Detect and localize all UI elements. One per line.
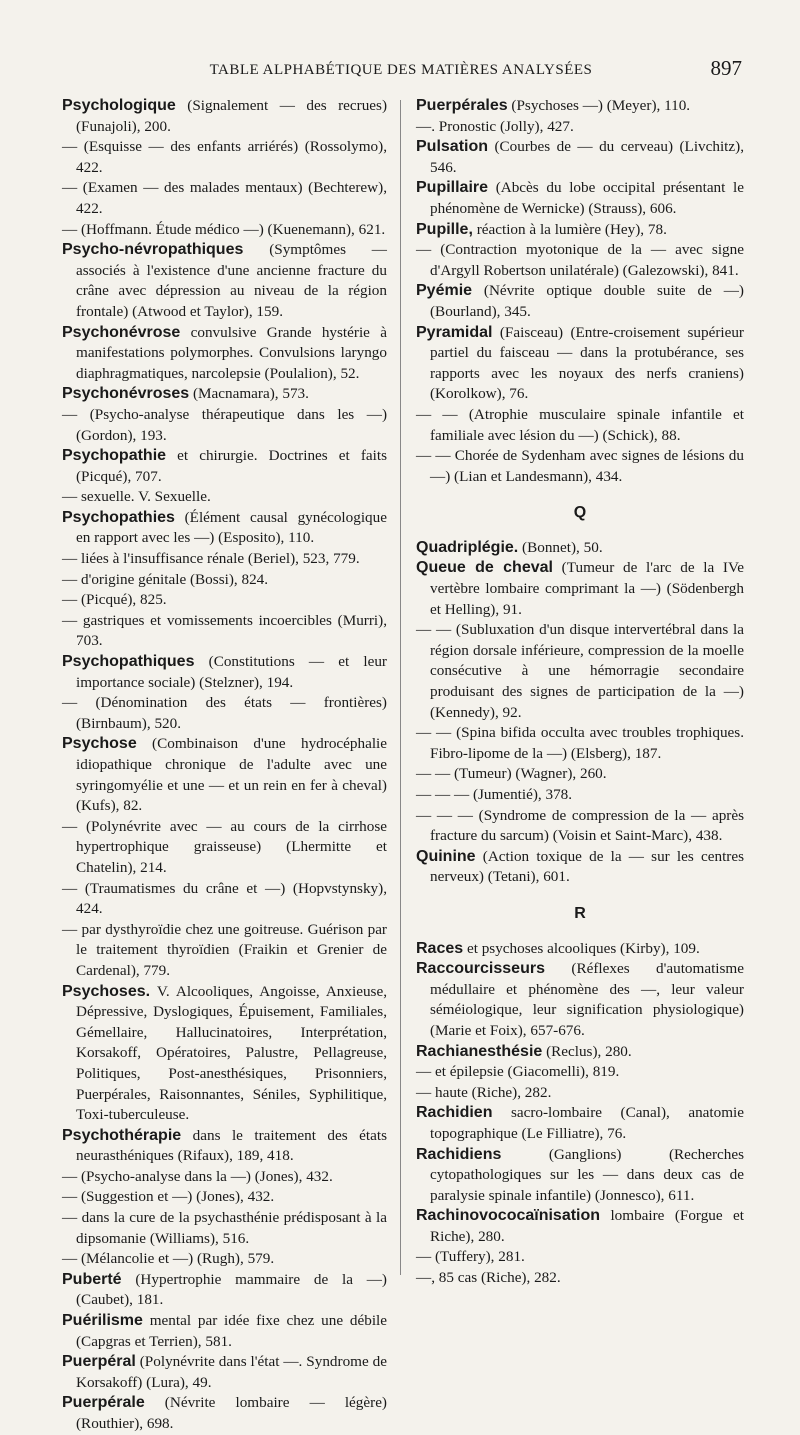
entry-text: convulsive Grande hystérie à manifestations polymorphes. Convulsions laryngo diaphragmatiques, narcolepsie (Poulalion), 52. [76, 323, 387, 382]
left-column [62, 96, 387, 1435]
entries-p [416, 96, 744, 487]
entry-text: (Tumeur de l'arc de la IVe vertèbre lombaire comprimant la —) (Södenbergh et Helling), 91. [430, 559, 744, 618]
entry-headword: Puerpérales [416, 97, 508, 114]
index-entry [62, 1270, 387, 1311]
entry-text: — (Dénomination des états — frontières) (Birnbaum), 520. [62, 694, 387, 732]
entry-headword: Psychopathie [62, 447, 167, 465]
entry-text: réaction à la lumière (Hey), 78. [472, 220, 667, 238]
entry-text: — (Traumatismes du crâne et —) (Hopvstynsky), 424. [62, 879, 387, 918]
index-entry [416, 1042, 744, 1063]
entry-text: — dans la cure de la psychasthénie prédisposant à la dipsomanie (Williams), 516. [62, 1209, 387, 1247]
section-letter-q: Q [573, 504, 587, 522]
entry-headword: Rachidiens [416, 1145, 502, 1163]
index-entry [62, 734, 387, 816]
entry-text: —, 85 cas (Riche), 282. [416, 1269, 561, 1287]
entry-text: (Élément causal gynécologique en rapport avec les —) (Esposito), 110. [76, 508, 387, 547]
entry-text: — (Psycho-analyse dans la —) (Jones), 432. [62, 1167, 333, 1185]
entry-text: (Ganglions) (Recherches cytopathologiques sur les — dans deux cas de paralysie spinale infantile) (Jonnesco), 611. [430, 1145, 744, 1204]
entry-text: — (Polynévrite avec — au cours de la cirrhose hypertrophique graisseuse) (Lhermitte et Chatelin), 214. [62, 817, 387, 876]
index-entry [416, 405, 744, 446]
entry-text: — (Mélancolie et —) (Rugh), 579. [62, 1250, 275, 1268]
entry-headword: Rachianesthésie [416, 1042, 543, 1060]
entry-text: — (Esquisse — des enfants arriérés) (Rossolymo), 422. [62, 138, 387, 176]
entry-text: — — (Atrophie musculaire spinale infantile et familiale avec lésion du —) (Schick), 88. [416, 405, 744, 444]
entry-text: lombaire (Forgue et Riche), 280. [430, 1207, 744, 1245]
entry-text: dans le traitement des états neurasthéniques (Rifaux), 189, 418. [76, 1126, 387, 1165]
entry-text: et chirurgie. Doctrines et faits (Picqué), 707. [76, 447, 387, 485]
index-entry [416, 1247, 744, 1268]
entry-headword: Psychose [62, 735, 137, 753]
index-entry [416, 806, 744, 847]
entry-headword: Rachinovococaïnisation [416, 1207, 601, 1225]
index-entry [416, 764, 744, 785]
index-entry [62, 982, 387, 1126]
entry-text: — et épilepsie (Giacomelli), 819. [416, 1063, 620, 1081]
page-header [60, 56, 742, 86]
index-entry [62, 508, 387, 549]
page-number: 897 [710, 56, 742, 80]
entry-text: — gastriques et vomissements incoercibles (Murri), 703. [62, 611, 387, 650]
index-entry [62, 220, 387, 241]
entry-text: —. Pronostic (Jolly), 427. [416, 117, 574, 135]
entry-headword: Raccourcisseurs [416, 960, 545, 978]
entry-text: (Action toxique de la — sur les centres nerveux) (Tetani), 601. [430, 847, 744, 886]
index-entry [62, 1393, 387, 1434]
index-entry [416, 723, 744, 764]
index-entry [62, 652, 387, 693]
entry-text: (Névrite lombaire — légère) (Routhier), 698. [76, 1394, 387, 1432]
entry-headword: Psychopathiques [62, 653, 195, 671]
index-entry [62, 1352, 387, 1393]
index-entry [416, 939, 744, 960]
section-letter-r: R [574, 904, 586, 922]
entry-text: — (Examen — des malades mentaux) (Bechterew), 422. [62, 179, 387, 217]
entry-headword: Pyramidal [416, 323, 493, 341]
index-entry [416, 785, 744, 806]
index-entry [62, 323, 387, 385]
entry-text: (Polynévrite dans l'état —. Syndrome de Korsakoff) (Lura), 49. [76, 1353, 387, 1391]
index-entry [62, 384, 387, 405]
index-entry [416, 1268, 744, 1289]
entry-text: — sexuelle. V. Sexuelle. [62, 488, 211, 506]
entry-text: (Macnamara), 573. [189, 385, 309, 403]
entry-headword: Psychoses. [62, 982, 151, 1000]
entry-text: — (Psycho-analyse thérapeutique dans les —) (Gordon), 193. [62, 405, 387, 444]
index-entry [62, 178, 387, 219]
index-entry [416, 1206, 744, 1247]
index-entry [416, 538, 744, 559]
entry-text: — — — (Jumentié), 378. [416, 786, 573, 803]
entry-text: — par dysthyroïdie chez une goitreuse. Guérison par le traitement thyroïdien (Fraikin et Grenier de Cardenal), 779. [62, 920, 387, 979]
index-entry [62, 240, 387, 322]
entry-text: — (Picqué), 825. [62, 591, 167, 609]
index-entry [416, 1083, 744, 1104]
index-entry [62, 1249, 387, 1270]
entry-text: sacro-lombaire (Canal), anatomie topographique (Le Filliatre), 76. [430, 1104, 744, 1142]
entry-text: (Abcès du lobe occipital présentant le phénomène de Wernicke) (Strauss), 606. [430, 179, 744, 217]
entry-text: — (Hoffmann. Étude médico —) (Kuenemann), 621. [62, 220, 386, 238]
index-entry [416, 137, 744, 178]
entries-r [416, 939, 744, 1289]
entry-text: — — Chorée de Sydenham avec signes de lésions du —) (Lian et Landesmann), 434. [416, 447, 744, 485]
index-entry [416, 959, 744, 1041]
index-entry [62, 817, 387, 879]
entry-text: (Névrite optique double suite de —) (Bourland), 345. [430, 282, 744, 320]
entries-q [416, 538, 744, 888]
index-entry [416, 220, 744, 241]
entry-text: et psychoses alcooliques (Kirby), 109. [463, 939, 700, 957]
entry-text: (Faisceau) (Entre-croisement supérieur partiel du faisceau — dans la protubérance, ses rapports avec les noyaux des nerfs craniens) (Korolkow), 76. [430, 323, 744, 403]
index-entry [416, 117, 744, 138]
index-entry [416, 446, 744, 487]
entry-text: — haute (Riche), 282. [416, 1083, 552, 1101]
index-entry [416, 96, 744, 117]
entry-headword: Pyémie [416, 282, 473, 300]
entry-text: (Symptômes — associés à l'existence d'une ancienne fracture du crâne avec dépression au niveau de la région frontale) (Atwood et Taylor), 159. [76, 241, 387, 320]
index-entry [416, 558, 744, 620]
index-entry [62, 693, 387, 734]
entry-headword: Puerpérale [62, 1394, 145, 1412]
entry-text: — (Suggestion et —) (Jones), 432. [62, 1188, 275, 1206]
entry-headword: Puberté [62, 1270, 122, 1288]
entry-text: — — (Subluxation d'un disque intervertébral dans la région dorsale inférieure, compression de la moelle consécutive à une hémorragie secondaire produisant des signes de participation de la —) (Kennedy), 92. [416, 621, 744, 721]
entry-headword: Psychopathies [62, 508, 175, 526]
index-entry [416, 847, 744, 888]
entry-text: (Reclus), 280. [542, 1042, 632, 1060]
index-entry [62, 879, 387, 920]
entry-text: — — — (Syndrome de compression de la — après fracture du sarcum) (Voisin et Saint-Marc), 438. [416, 806, 744, 845]
entry-text: (Signalement — des recrues) (Funajoli), 200. [76, 97, 387, 135]
index-entry [416, 1103, 744, 1144]
entry-text: — — (Spina bifida occulta avec troubles trophiques. Fibro-lipome de la —) (Elsberg), 187. [416, 724, 744, 762]
entry-headword: Psychonévrose [62, 323, 181, 341]
entry-headword: Psychothérapie [62, 1126, 182, 1144]
index-entry [62, 920, 387, 982]
running-head: TABLE ALPHABÉTIQUE DES MATIÈRES ANALYSÉES [209, 62, 593, 78]
entry-headword: Pupillaire [416, 179, 489, 197]
entry-headword: Quadriplégie. [416, 538, 519, 556]
entry-headword: Pulsation [416, 138, 489, 156]
entry-text: (Combinaison d'une hydrocéphalie idiopathique chronique de l'adulte avec une syringomyélie et une — et un rein en fer à cheval) (Kufs), 82. [76, 735, 387, 815]
column-divider [400, 100, 401, 1275]
index-entry [416, 281, 744, 322]
index-entry [62, 446, 387, 487]
entry-headword: Pupille, [416, 220, 473, 238]
entry-text: (Réflexes d'automatisme médullaire et phénomène des —, leur valeur séméiologique, leur signification physiologique) (Marie et Foix), 657-676. [430, 960, 744, 1039]
entry-text: mental par idée fixe chez une débile (Capgras et Terrien), 581. [76, 1312, 387, 1350]
index-entry [62, 570, 387, 591]
index-entry [62, 487, 387, 508]
entry-text: — (Contraction myotonique de la — avec signe d'Argyll Robertson unilatérale) (Galezowski), 841. [416, 241, 744, 279]
index-entry [62, 1311, 387, 1352]
index-entry [62, 1167, 387, 1188]
entry-headword: Races [416, 939, 464, 957]
entry-headword: Psychologique [62, 97, 176, 114]
index-entry [62, 1126, 387, 1167]
entry-text: (Bonnet), 50. [518, 538, 603, 556]
entry-text: (Hypertrophie mammaire de la —) (Caubet), 181. [76, 1270, 387, 1309]
entry-text: (Psychoses —) (Meyer), 110. [507, 97, 691, 114]
entry-text: — (Tuffery), 281. [416, 1248, 525, 1266]
index-entry [62, 137, 387, 178]
entry-headword: Quinine [416, 847, 476, 865]
entry-headword: Psychonévroses [62, 385, 190, 403]
index-entry [416, 178, 744, 219]
index-entry [416, 240, 744, 281]
right-column [416, 96, 744, 1289]
index-entry [62, 96, 387, 137]
entry-headword: Puérilisme [62, 1312, 143, 1330]
entry-text: — liées à l'insuffisance rénale (Beriel), 523, 779. [62, 550, 360, 568]
entry-text: V. Alcooliques, Angoisse, Anxieuse, Dépressive, Dyslogiques, Épuisement, Familiales, Gémellaire, Hallucinatoires, Interprétation, Korsakoff, Opératoires, Palustre, Pellagreuse, Politiques, Post-anesthésiques, Prisonniers, Puerpérales, Raisonnantes, Séniles, Syphilitique, Toxi-tuberculeuse. [76, 982, 387, 1124]
entry-headword: Puerpéral [62, 1353, 136, 1371]
entry-text: (Courbes de — du cerveau) (Livchitz), 546. [430, 138, 744, 176]
entry-headword: Queue de cheval [416, 559, 553, 577]
entry-text: (Constitutions — et leur importance sociale) (Stelzner), 194. [76, 653, 387, 691]
index-entry [62, 405, 387, 446]
index-entry [62, 1187, 387, 1208]
index-entry [62, 1208, 387, 1249]
entry-headword: Psycho-névropathiques [62, 241, 244, 259]
index-entry [62, 611, 387, 652]
index-entry [416, 620, 744, 723]
entry-text: — d'origine génitale (Bossi), 824. [62, 570, 269, 588]
index-entry [416, 1062, 744, 1083]
entry-text: — — (Tumeur) (Wagner), 260. [416, 765, 607, 783]
index-entry [416, 1145, 744, 1207]
index-entry [416, 323, 744, 405]
index-entry [62, 590, 387, 611]
index-entry [62, 549, 387, 570]
entry-headword: Rachidien [416, 1104, 493, 1122]
